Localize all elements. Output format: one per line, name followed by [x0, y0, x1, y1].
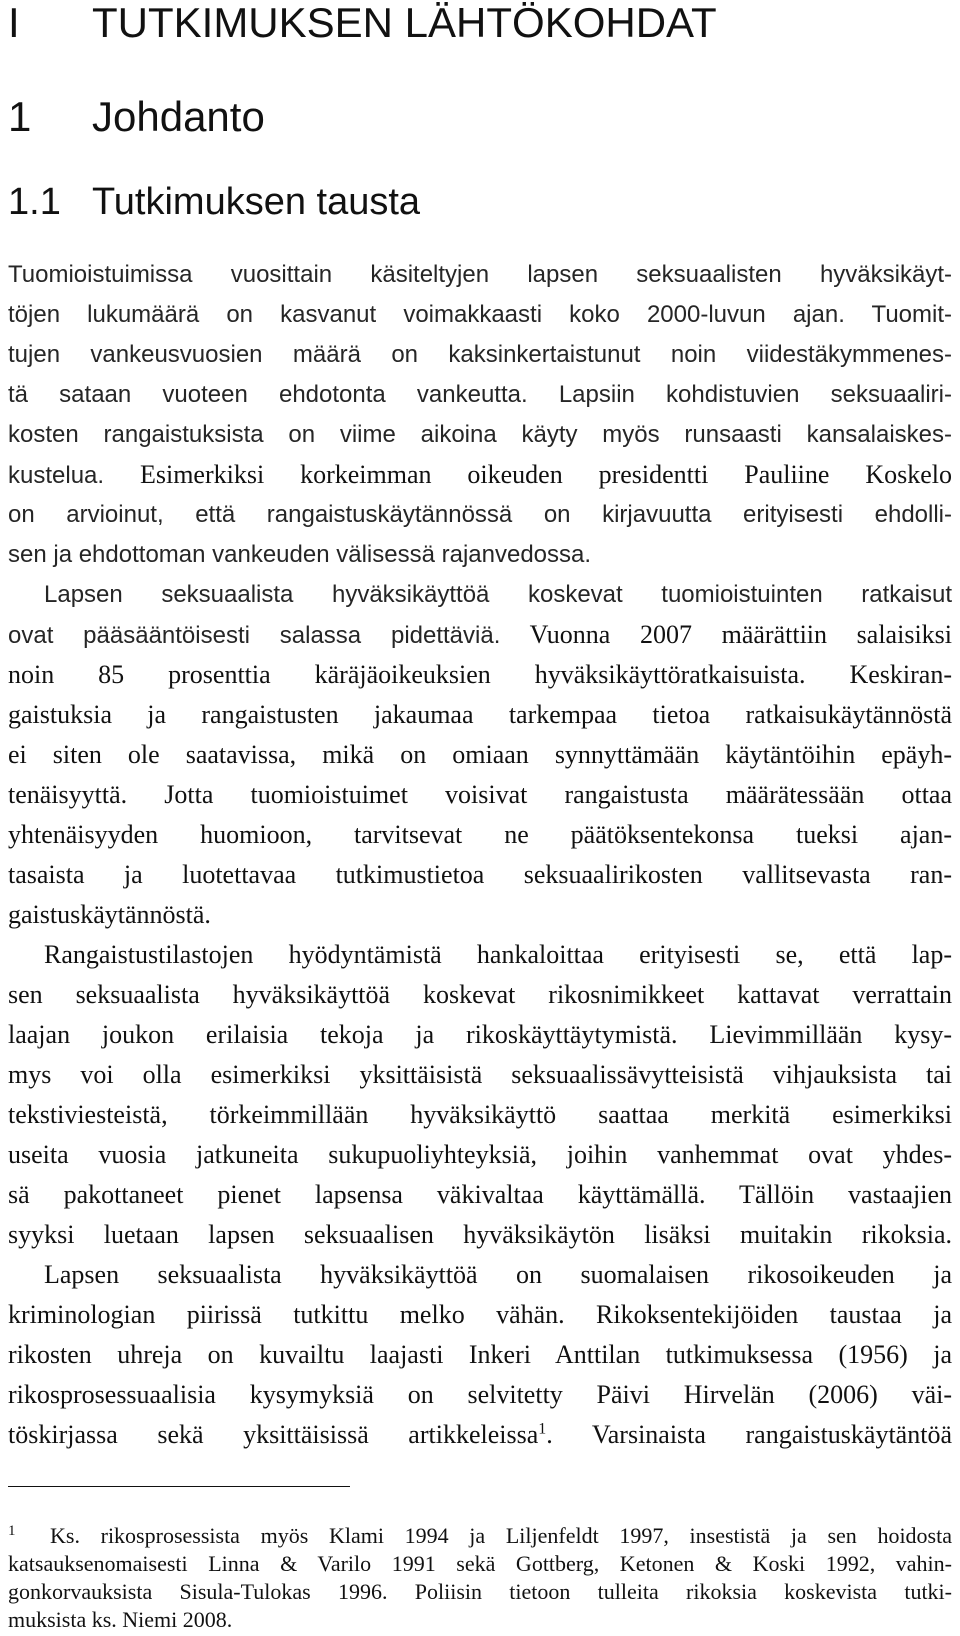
- footnote-reference[interactable]: 1: [538, 1420, 547, 1438]
- footnote-line: katsauksenomaisesti Linna & Varilo 1991 sekä Gottberg, Ketonen & Koski 1992, vahin-: [8, 1551, 952, 1576]
- footnote-line: muksista ks. Niemi 2008.: [8, 1607, 233, 1632]
- text-line: Lapsen seksuaalista hyväksikäyttöä on suomalaisen rikosoikeuden ja: [44, 1260, 952, 1289]
- section-heading: [0, 94, 960, 140]
- section-title: Johdanto: [92, 93, 265, 140]
- text-line: gaistuskäytännöstä.: [8, 900, 211, 929]
- text-line: ei siten ole saatavissa, mikä on omiaan synnyttämään käytäntöihin epäyh-: [8, 740, 952, 769]
- text-line: kosten rangaistuksista on viime aikoina käyty myös runsaasti kansalaiskes-: [8, 421, 952, 448]
- text-line: tasaista ja luotettavaa tutkimustietoa seksuaalirikosten vallitsevasta ran-: [8, 860, 952, 889]
- text-line: rikosten uhreja on kuvailtu laajasti Inkeri Anttilan tutkimuksessa (1956) ja: [8, 1340, 952, 1369]
- text-line: rikosprosessuaalisia kysymyksiä on selvitetty Päivi Hirvelän (2006) väi-: [8, 1380, 952, 1409]
- text-line: yhtenäisyyden huomioon, tarvitsevat ne päätöksentekonsa tueksi ajan-: [8, 820, 952, 849]
- text-line: laajan joukon erilaisia tekoja ja rikoskäyttäytymistä. Lievimmillään kysy-: [8, 1020, 952, 1049]
- paragraph-3: [8, 935, 952, 1255]
- section-number: 1: [8, 93, 32, 140]
- text-line: tekstiviesteistä, törkeimmillään hyväksikäyttö saattaa merkitä esimerkiksi: [8, 1100, 952, 1129]
- text-segment: kustelua.: [8, 462, 105, 489]
- paragraph-1: [8, 255, 952, 575]
- text-segment: . Varsinaista rangaistuskäytäntöä: [546, 1420, 952, 1449]
- text-line: tenäisyyttä. Jotta tuomioistuimet voisivat rangaistusta määrätessään ottaa: [8, 780, 952, 809]
- chapter-title: TUTKIMUKSEN LÄHTÖKOHDAT: [92, 0, 717, 46]
- text-line: Tuomioistuimissa vuosittain käsiteltyjen lapsen seksuaalisten hyväksikäyt-: [8, 261, 952, 288]
- subsection-number: 1.1: [8, 181, 61, 223]
- text-line: syyksi luetaan lapsen seksuaalisen hyväksikäytön lisäksi muitakin rikoksia.: [8, 1220, 952, 1249]
- text-line: Rangaistustilastojen hyödyntämistä hankaloittaa erityisesti se, että lap-: [44, 940, 952, 969]
- paragraph-4: [8, 1255, 952, 1455]
- footnote-line: [8, 1522, 952, 1550]
- text-segment: Vuonna 2007 määrättiin salaisiksi: [529, 620, 952, 649]
- subsection-heading: [0, 180, 960, 224]
- text-line: Lapsen seksuaalista hyväksikäyttöä koskevat tuomioistuinten ratkaisut: [44, 581, 952, 608]
- chapter-heading: [0, 0, 960, 46]
- text-segment: ovat pääsääntöisesti salassa pidettäviä.: [8, 622, 501, 649]
- text-line: [8, 615, 952, 655]
- footnote-mark: 1: [8, 1523, 16, 1539]
- footnote: [8, 1522, 952, 1634]
- footnote-separator: [8, 1486, 350, 1487]
- footnote-line: gonkorvauksista Sisula-Tulokas 1996. Poliisin tietoon tulleita rikoksia koskevista tutki-: [8, 1579, 952, 1604]
- text-line: on arvioinut, että rangaistuskäytännössä on kirjavuutta erityisesti ehdolli-: [8, 501, 952, 528]
- subsection-title: Tutkimuksen tausta: [92, 181, 421, 223]
- footnote-text: Ks. rikosprosessista myös Klami 1994 ja Liljenfeldt 1997, insestistä ja sen hoidosta: [50, 1523, 952, 1548]
- text-line: [8, 455, 952, 495]
- chapter-number: I: [8, 0, 20, 46]
- text-segment: töskirjassa sekä yksittäisissä artikkeleissa: [8, 1420, 539, 1449]
- body-text: [8, 255, 952, 1455]
- text-line: gaistuksia ja rangaistusten jakaumaa tarkempaa tietoa ratkaisukäytännöstä: [8, 700, 952, 729]
- text-line: sen seksuaalista hyväksikäyttöä koskevat rikosnimikkeet kattavat verrattain: [8, 980, 952, 1009]
- text-line: tä sataan vuoteen ehdotonta vankeutta. Lapsiin kohdistuvien seksuaaliri-: [8, 381, 952, 408]
- paragraph-2: [8, 575, 952, 935]
- text-segment: Esimerkiksi korkeimman oikeuden presidentti Pauliine Koskelo: [139, 460, 952, 489]
- text-line: töjen lukumäärä on kasvanut voimakkaasti koko 2000-luvun ajan. Tuomit-: [8, 301, 952, 328]
- text-line: useita vuosia jatkuneita sukupuoliyhteyksiä, joihin vanhemmat ovat yhdes-: [8, 1140, 952, 1169]
- text-line: tujen vankeusvuosien määrä on kaksinkertaistunut noin viidestäkymmenes-: [8, 341, 952, 368]
- text-line: kriminologian piirissä tutkittu melko vähän. Rikoksentekijöiden taustaa ja: [8, 1300, 952, 1329]
- text-line: noin 85 prosenttia käräjäoikeuksien hyväksikäyttöratkaisuista. Keskiran-: [8, 660, 952, 689]
- text-line: [8, 1415, 952, 1455]
- text-line: sä pakottaneet pienet lapsensa väkivaltaa käyttämällä. Tällöin vastaajien: [8, 1180, 952, 1209]
- text-line: mys voi olla esimerkiksi yksittäisistä seksuaalissävytteisistä vihjauksista tai: [8, 1060, 952, 1089]
- text-line: sen ja ehdottoman vankeuden välisessä rajanvedossa.: [8, 541, 592, 568]
